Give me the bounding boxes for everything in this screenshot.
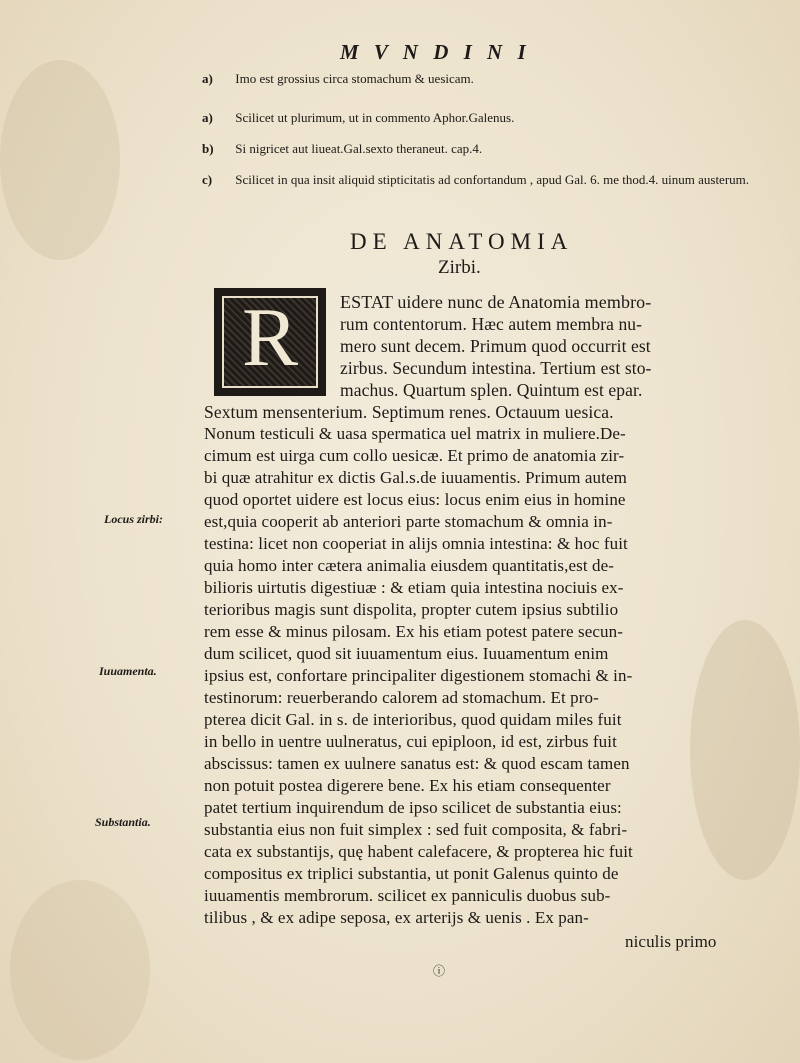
text-line: bi quæ atrahitur ex dictis Gal.s.de iuuamentis. Primum autem [204, 468, 627, 487]
paper-stain [10, 880, 150, 1060]
text-line: quod oportet uidere est locus eius: locus enim eius in homine [204, 490, 626, 509]
text-line: mero sunt decem. Primum quod occurrit est [340, 336, 651, 356]
note-text: Scilicet ut plurimum, ut in commento Aphor.Galenus. [235, 110, 515, 125]
note-marker: b) [202, 141, 214, 156]
text-line: Sextum mensenterium. Septimum renes. Octauum uesica. [204, 402, 614, 422]
text-line: ESTAT uidere nunc de Anatomia membro- [340, 292, 652, 312]
text-line: niculis primo [625, 932, 717, 951]
section-title: DE ANATOMIA [350, 229, 574, 254]
text-line: testinorum: reuerberando calorem ad stomachum. Et pro- [204, 688, 599, 707]
note-text: Si nigricet aut liueat.Gal.sexto theraneut. cap.4. [235, 141, 483, 156]
folio-mark: ⓘ [433, 964, 446, 978]
decorated-initial [214, 288, 326, 396]
text-line: cimum est uirga cum collo uesicæ. Et primo de anatomia zir- [204, 446, 625, 465]
text-line: quia homo inter cætera animalia eiusdem quantitatis,est de- [204, 556, 614, 575]
text-line: iuuamentis membrorum. scilicet ex panniculis duobus sub- [204, 886, 611, 905]
text-line: terioribus magis sunt dispolita, propter cutem ipsius subtilio [204, 600, 619, 619]
text-line: dum scilicet, quod sit iuuamentum eius. Iuuamentum enim [204, 644, 609, 663]
text-line: zirbus. Secundum intestina. Tertium est sto- [340, 358, 652, 378]
note-marker: c) [202, 172, 213, 187]
text-line: non potuit postea digerere bene. Ex his etiam consequenter [204, 776, 611, 795]
footnotes [202, 70, 762, 200]
note-marker: a) [202, 71, 213, 86]
text-line: cata ex substantijs, quę habent calefacere, & propterea hic fuit [204, 842, 633, 861]
running-head: M V N D I N I [340, 40, 531, 64]
footnote [202, 171, 762, 188]
text-line: compositus ex triplici substantia, ut ponit Galenus quinto de [204, 864, 619, 883]
text-line: rem esse & minus pilosam. Ex his etiam potest patere secun- [204, 622, 623, 641]
text-line: in bello in uentre uulneratus, cui epiploon, id est, zirbus fuit [204, 732, 617, 751]
text-line: patet tertium inquirendum de ipso scilicet de substantia eius: [204, 798, 622, 817]
text-line: Nonum testiculi & uasa spermatica uel matrix in muliere.De- [204, 424, 626, 443]
initial-letter: R [241, 291, 299, 384]
note-marker: a) [202, 110, 213, 125]
margin-note-iuuamenta: Iuuamenta. [99, 664, 157, 678]
text-line: abscissus: tamen ex uulnere sanatus est: & quod escam tamen [204, 754, 630, 773]
text-line: machus. Quartum splen. Quintum est epar. [340, 380, 643, 400]
text-line: est,quia cooperit ab anteriori parte stomachum & omnia in- [204, 512, 613, 531]
margin-note-locus: Locus zirbi: [104, 512, 164, 526]
text-line: rum contentorum. Hæc autem membra nu- [340, 314, 643, 334]
margin-note-substantia: Substantia. [95, 815, 151, 829]
note-text: Imo est grossius circa stomachum & uesicam. [235, 71, 474, 86]
footnote [202, 140, 762, 157]
text-line: tilibus , & ex adipe seposa, ex arterijs & uenis . Ex pan- [204, 908, 589, 927]
text-line: pterea dicit Gal. in s. de interioribus, quod quidam miles fuit [204, 710, 622, 729]
note-text: Scilicet in qua insit aliquid stipticitatis ad confortandum , apud Gal. 6. me thod.4. uinum austerum. [235, 172, 750, 187]
paper-stain [0, 60, 120, 260]
text-line: substantia eius non fuit simplex : sed fuit composita, & fabri- [204, 820, 628, 839]
footnote [202, 109, 762, 126]
text-line: bilioris uirtutis digestiuæ : & etiam quia intestina nociuis ex- [204, 578, 624, 597]
footnote [202, 70, 762, 87]
text-line: ipsius est, confortare principaliter digestionem stomachi & in- [204, 666, 633, 685]
section-subtitle: Zirbi. [438, 257, 481, 278]
paper-stain [690, 620, 800, 880]
text-line: testina: licet non cooperiat in alijs omnia intestina: & hoc fuit [204, 534, 628, 553]
